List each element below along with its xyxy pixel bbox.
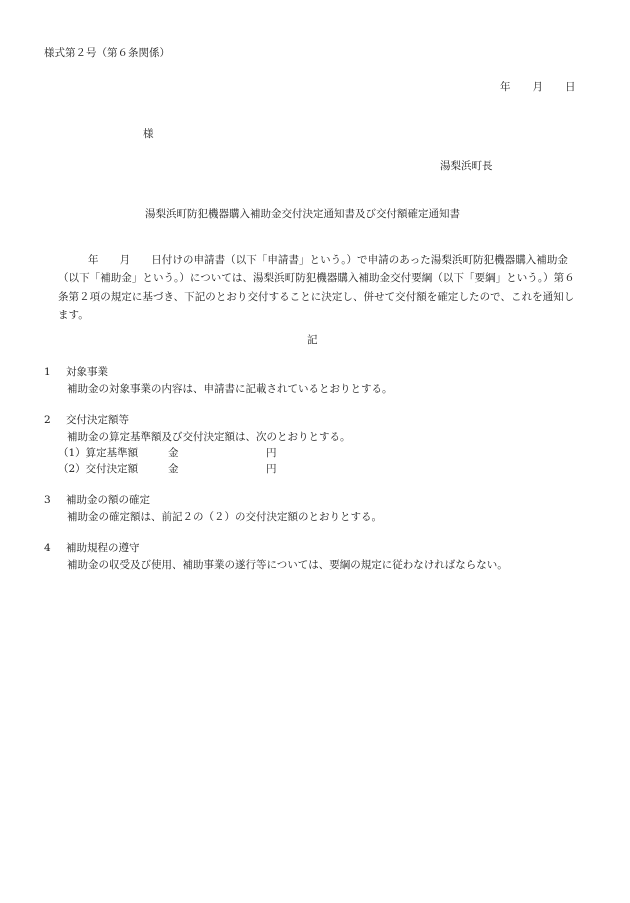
section-number: 1 <box>44 366 51 378</box>
section-3-text: 補助金の確定額は、前記２の（２）の交付決定額のとおりとする。 <box>67 511 382 523</box>
section-2-text: 補助金の算定基準額及び交付決定額は、次のとおりとする。 <box>67 431 351 443</box>
row-kin: 金 <box>168 463 179 475</box>
body-paragraph: 年 月 日付けの申請書（以下「申請書」という。）で申請のあった湯梨浜町防犯機器購入補助金（以下「補助金」という。）については、湯梨浜町防犯機器購入補助金交付要綱（以下「要綱」という。）第６条第２項の規定に基づき、下記のとおり交付することに決定し、併せて交付額を確定したので、これを通知します。 <box>58 254 575 322</box>
section-title: 交付決定額等 <box>66 414 129 426</box>
date-day: 日 <box>565 81 576 93</box>
row-label: （2）交付決定額 <box>58 463 139 475</box>
section-4-heading <box>44 541 140 556</box>
section-title: 補助金の額の確定 <box>66 494 150 506</box>
section-4-text: 補助金の収受及び使用、補助事業の遂行等については、要綱の規定に従わなければならない。 <box>67 559 508 571</box>
section-title: 補助規程の遵守 <box>66 542 140 554</box>
amount-row-base <box>58 446 277 461</box>
ki-heading: 記 <box>307 334 318 346</box>
section-3-heading <box>44 493 150 508</box>
date-year: 年 <box>500 81 511 93</box>
row-unit: 円 <box>266 463 277 475</box>
section-title: 対象事業 <box>66 366 108 378</box>
section-1-text: 補助金の対象事業の内容は、申請書に記載されているとおりとする。 <box>67 383 393 395</box>
date-line <box>500 80 576 95</box>
document-title: 湯梨浜町防犯機器購入補助金交付決定通知書及び交付額確定通知書 <box>145 208 460 220</box>
section-2-heading <box>44 413 129 428</box>
section-1-heading <box>44 365 108 380</box>
addressee-suffix: 様 <box>143 128 154 140</box>
issuer: 湯梨浜町長 <box>440 160 493 172</box>
row-kin: 金 <box>168 447 179 459</box>
amount-row-decision <box>58 462 277 477</box>
row-unit: 円 <box>266 447 277 459</box>
section-number: 4 <box>44 542 51 554</box>
date-month: 月 <box>532 81 543 93</box>
form-number: 様式第２号（第６条関係） <box>44 47 170 59</box>
section-number: 2 <box>44 414 51 426</box>
section-number: 3 <box>44 494 51 506</box>
row-label: （1）算定基準額 <box>58 447 139 459</box>
